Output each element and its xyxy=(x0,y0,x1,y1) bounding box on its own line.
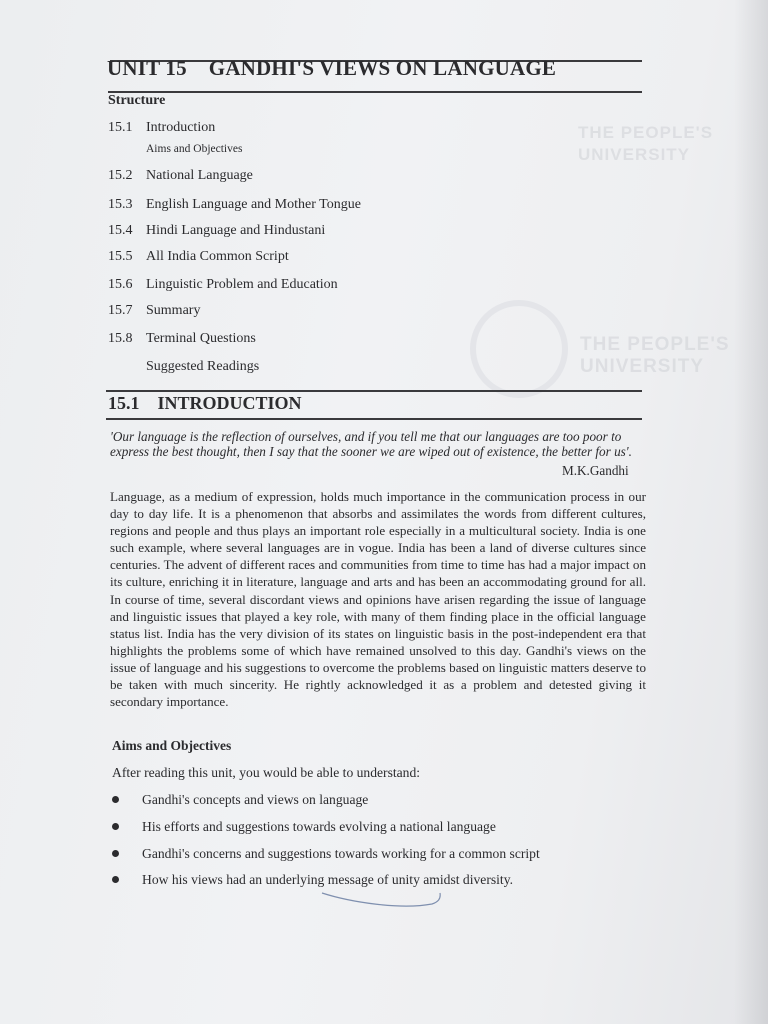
unit-number: UNIT 15 xyxy=(107,56,187,80)
list-item: His efforts and suggestions towards evolving a national language xyxy=(112,819,496,835)
list-item: Gandhi's concerns and suggestions towards working for a common script xyxy=(112,846,540,862)
list-item: Gandhi's concepts and views on language xyxy=(112,792,368,808)
list-item: 15.4 Hindi Language and Hindustani xyxy=(108,223,326,238)
list-subitem: Aims and Objectives xyxy=(146,143,243,155)
list-item: 15.3 English Language and Mother Tongue xyxy=(108,197,361,212)
watermark-text-top: THE PEOPLE'S UNIVERSITY xyxy=(578,123,714,164)
list-subitem: Suggested Readings xyxy=(146,359,260,374)
gandhi-quote: 'Our language is the reflection of ourselves, and if you tell me that our languages are too poor to express the best thought, then I say that the sooner we are wiped out of existence, the better for us'. xyxy=(110,429,632,460)
section-number: 15.1 xyxy=(108,393,140,413)
list-item: 15.8 Terminal Questions xyxy=(108,331,256,346)
watermark-text-middle: THE PEOPLE'S UNIVERSITY xyxy=(580,334,730,377)
list-item: 15.7 Summary xyxy=(108,303,201,318)
aims-intro: After reading this unit, you would be able to understand: xyxy=(112,765,421,780)
list-item: 15.5 All India Common Script xyxy=(108,249,289,264)
section-title: INTRODUCTION xyxy=(157,393,302,413)
list-item: 15.2 National Language xyxy=(108,168,253,183)
structure-heading: Structure xyxy=(108,93,166,108)
list-item: How his views had an underlying message of unity amidst diversity. xyxy=(112,872,513,888)
list-item: 15.1 Introduction xyxy=(108,120,216,135)
list-item: 15.6 Linguistic Problem and Education xyxy=(108,277,338,292)
aims-heading: Aims and Objectives xyxy=(112,738,232,753)
introduction-paragraph: Language, as a medium of expression, holds much importance in the communication process in our day to day life. It is a phenomenon that absorbs and assimilates the words from different cultures, regions and people and thus plays an important role especially in a multicultural society. India is one such example, where several languages are in vogue. India has been a land of diverse cultures since centuries. The advent of different races and communities from time to time has had a major impact on its culture, enriching it in literature, language and arts and has been an accommodating ground for all. In course of time, several discordant views and opinions have arisen regarding the issue of language and linguistic issues that played a key role, with many of them finding place in the official language status list. India has the very division of its states on linguistic basis in the post-independent era that highlights the problems some of which have remained unsolved to this day. Gandhi's views on the issue of language and his suggestions to overcome the problems based on linguistic matters deserve to be taken with much sincerity. He rightly acknowledged it as a problem and detested giving it secondary importance. xyxy=(110,489,646,710)
quote-author: M.K.Gandhi xyxy=(562,463,629,478)
unit-name: GANDHI'S VIEWS ON LANGUAGE xyxy=(208,56,557,80)
